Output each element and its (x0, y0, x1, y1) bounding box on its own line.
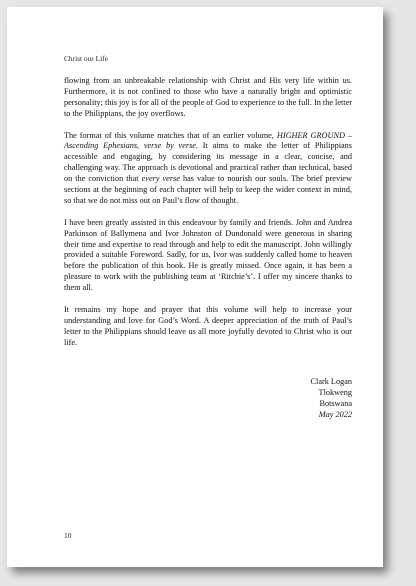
author-name: Clark Logan (310, 377, 352, 386)
paragraph-2-part-c: has value to nourish our souls. The brief preview sections at the beginning of each chapter will help to keep the wider context in mind, so that we do not miss out on Paul’s flow of thought. (64, 174, 353, 205)
page-number: 10 (64, 531, 72, 540)
signoff-date (311, 409, 352, 420)
paragraph-2 (64, 131, 352, 207)
running-header: Christ our Life (64, 54, 108, 63)
author-country: Botswana (319, 399, 352, 408)
author-place: Tlokweng (318, 388, 352, 397)
paragraph-1: flowing from an unbreakable relationship with Christ and His very life within us. Furthermore, it is not confined to those who have a naturally bright and optimistic personality; this joy is for all of the people of God to experience to the full. In the letter to the Philippians, the joy overflows. (64, 76, 352, 118)
book-title-reference: HIGHER GROUND – Ascending Ephesians, verse by verse. (64, 130, 352, 151)
page-body (64, 76, 352, 360)
emphasis-every-verse: every verse (141, 174, 180, 184)
book-page (7, 7, 383, 567)
paragraph-4: It remains my hope and prayer that this volume will help to increase your understanding and love for God’s Word. A deeper appreciation of the truth of Paul’s letter to the Philippians should leave us all more joyfully devoted to Christ who is our life. (64, 304, 352, 347)
author-signoff (311, 376, 352, 420)
signoff-date-text: May 2022 (318, 410, 352, 419)
paragraph-2-part-a: The format of this volume matches that of an earlier volume, (64, 130, 277, 140)
paragraph-3: I have been greatly assisted in this endeavour by family and friends. John and Andrea Parkinson of Ballymena and Ivor Johnston of Dundonald were generous in sharing their time and expertise to read through and help to edit the manuscript. John willingly provided a suitable Foreword. Sadly, for us, Ivor was suddenly called home to heaven before the publication of this book. He is greatly missed. Once again, it has been a pleasure to work with the publishing team at ‘Ritchie’s’. I offer my sincere thanks to them all. (64, 217, 352, 293)
paragraph-2-part-b: It aims to make the letter of Philippians accessible and engaging, by considering its message in a clear, concise, and challenging way. The approach is devotional and practical rather than technical, based on the conviction that (64, 141, 352, 184)
